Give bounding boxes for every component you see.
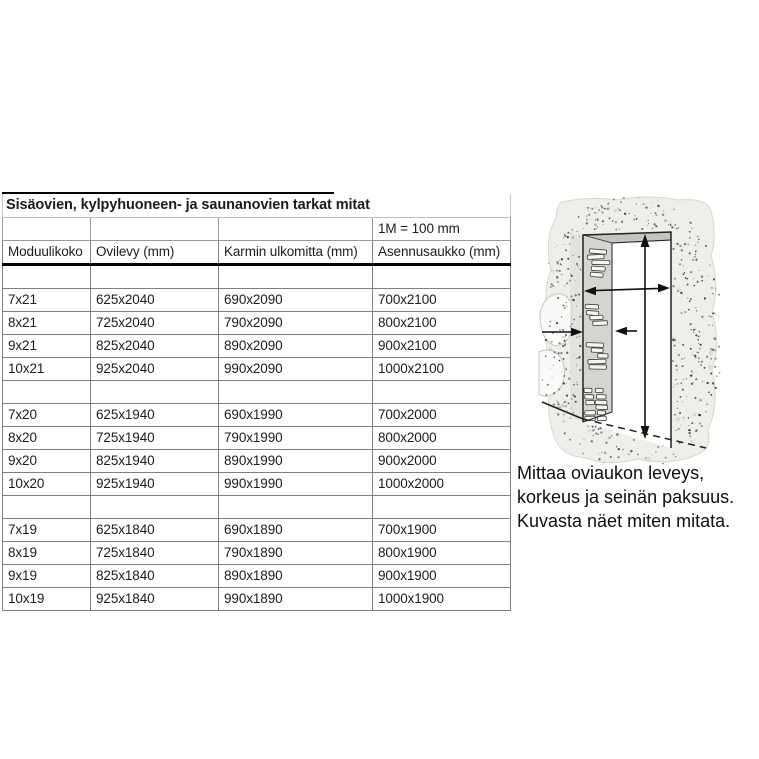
cell-karmin-ulkomitta: 890x1890 [219, 565, 373, 588]
table-title-row [3, 194, 511, 218]
cell-ovilevy: 725x2040 [91, 312, 219, 335]
size-row [3, 404, 511, 427]
cell-asennusaukko: 700x1900 [373, 519, 511, 542]
empty-cell [3, 265, 91, 289]
scale-note: 1M = 100 mm [373, 218, 511, 241]
cell-karmin-ulkomitta: 690x1990 [219, 404, 373, 427]
wall-highlight-blob [540, 294, 572, 346]
scale-note-row [3, 218, 511, 241]
cell-moduulikoko: 8x19 [3, 542, 91, 565]
caption-line: Kuvasta näet miten mitata. [517, 511, 731, 531]
cell-moduulikoko: 7x20 [3, 404, 91, 427]
spacer-row [3, 496, 511, 519]
cell-ovilevy: 925x2040 [91, 358, 219, 381]
cell-moduulikoko: 10x19 [3, 588, 91, 611]
size-row [3, 289, 511, 312]
empty-cell [91, 381, 219, 404]
cell-karmin-ulkomitta: 890x1990 [219, 450, 373, 473]
cell-asennusaukko: 700x2000 [373, 404, 511, 427]
column-header-moduulikoko: Moduulikoko [3, 241, 91, 265]
cell-moduulikoko: 7x19 [3, 519, 91, 542]
cell-ovilevy: 725x1940 [91, 427, 219, 450]
cell-asennusaukko: 800x2100 [373, 312, 511, 335]
cell-karmin-ulkomitta: 790x2090 [219, 312, 373, 335]
cell-karmin-ulkomitta: 990x2090 [219, 358, 373, 381]
empty-cell [373, 496, 511, 519]
empty-cell [3, 218, 91, 241]
size-row [3, 450, 511, 473]
cell-ovilevy: 825x1940 [91, 450, 219, 473]
size-row [3, 542, 511, 565]
cell-asennusaukko: 1000x1900 [373, 588, 511, 611]
caption-line: Mittaa oviaukon leveys, [517, 463, 705, 483]
table-title: Sisäovien, kylpyhuoneen- ja saunanovien tarkat mitat [3, 194, 511, 218]
size-row [3, 427, 511, 450]
empty-cell [91, 218, 219, 241]
cell-ovilevy: 625x1840 [91, 519, 219, 542]
empty-cell [91, 496, 219, 519]
size-row [3, 565, 511, 588]
cell-karmin-ulkomitta: 790x1990 [219, 427, 373, 450]
column-header-ovilevy: Ovilevy (mm) [91, 241, 219, 265]
cell-karmin-ulkomitta: 990x1890 [219, 588, 373, 611]
cell-karmin-ulkomitta: 690x2090 [219, 289, 373, 312]
empty-cell [91, 265, 219, 289]
cell-asennusaukko: 800x2000 [373, 427, 511, 450]
door-dimensions-table [2, 194, 511, 611]
empty-cell [3, 496, 91, 519]
cell-karmin-ulkomitta: 990x1990 [219, 473, 373, 496]
cell-karmin-ulkomitta: 890x2090 [219, 335, 373, 358]
cell-ovilevy: 825x2040 [91, 335, 219, 358]
spacer-row [3, 381, 511, 404]
cell-moduulikoko: 10x20 [3, 473, 91, 496]
door-opening-drawing [538, 194, 728, 470]
table-top-border [2, 192, 334, 194]
cell-asennusaukko: 1000x2000 [373, 473, 511, 496]
cell-ovilevy: 825x1840 [91, 565, 219, 588]
cell-moduulikoko: 9x21 [3, 335, 91, 358]
cell-asennusaukko: 1000x2100 [373, 358, 511, 381]
size-row [3, 312, 511, 335]
table-header-row [3, 241, 511, 265]
cell-moduulikoko: 9x19 [3, 565, 91, 588]
cell-moduulikoko: 9x20 [3, 450, 91, 473]
cell-karmin-ulkomitta: 790x1890 [219, 542, 373, 565]
cell-moduulikoko: 10x21 [3, 358, 91, 381]
cell-asennusaukko: 700x2100 [373, 289, 511, 312]
measurement-figure [538, 194, 728, 470]
cell-ovilevy: 625x1940 [91, 404, 219, 427]
empty-cell [373, 381, 511, 404]
cell-ovilevy: 925x1840 [91, 588, 219, 611]
empty-cell [219, 218, 373, 241]
size-row [3, 335, 511, 358]
figure-caption [517, 461, 734, 533]
size-row [3, 358, 511, 381]
spacer-row [3, 265, 511, 289]
size-row [3, 588, 511, 611]
empty-cell [219, 381, 373, 404]
empty-cell [219, 496, 373, 519]
cell-moduulikoko: 8x20 [3, 427, 91, 450]
cell-asennusaukko: 900x2100 [373, 335, 511, 358]
cell-asennusaukko: 800x1900 [373, 542, 511, 565]
cell-asennusaukko: 900x1900 [373, 565, 511, 588]
size-row [3, 473, 511, 496]
empty-cell [373, 265, 511, 289]
cell-ovilevy: 625x2040 [91, 289, 219, 312]
empty-cell [3, 381, 91, 404]
cell-moduulikoko: 7x21 [3, 289, 91, 312]
cell-moduulikoko: 8x21 [3, 312, 91, 335]
cell-ovilevy: 725x1840 [91, 542, 219, 565]
size-row [3, 519, 511, 542]
jamb-shadow-band [570, 234, 583, 419]
cell-ovilevy: 925x1940 [91, 473, 219, 496]
column-header-karmin-ulkomitta: Karmin ulkomitta (mm) [219, 241, 373, 265]
empty-cell [219, 265, 373, 289]
cell-asennusaukko: 900x2000 [373, 450, 511, 473]
cell-karmin-ulkomitta: 690x1890 [219, 519, 373, 542]
column-header-asennusaukko: Asennusaukko (mm) [373, 241, 511, 265]
door-size-table-section [2, 194, 511, 611]
caption-line: korkeus ja seinän paksuus. [517, 487, 735, 507]
